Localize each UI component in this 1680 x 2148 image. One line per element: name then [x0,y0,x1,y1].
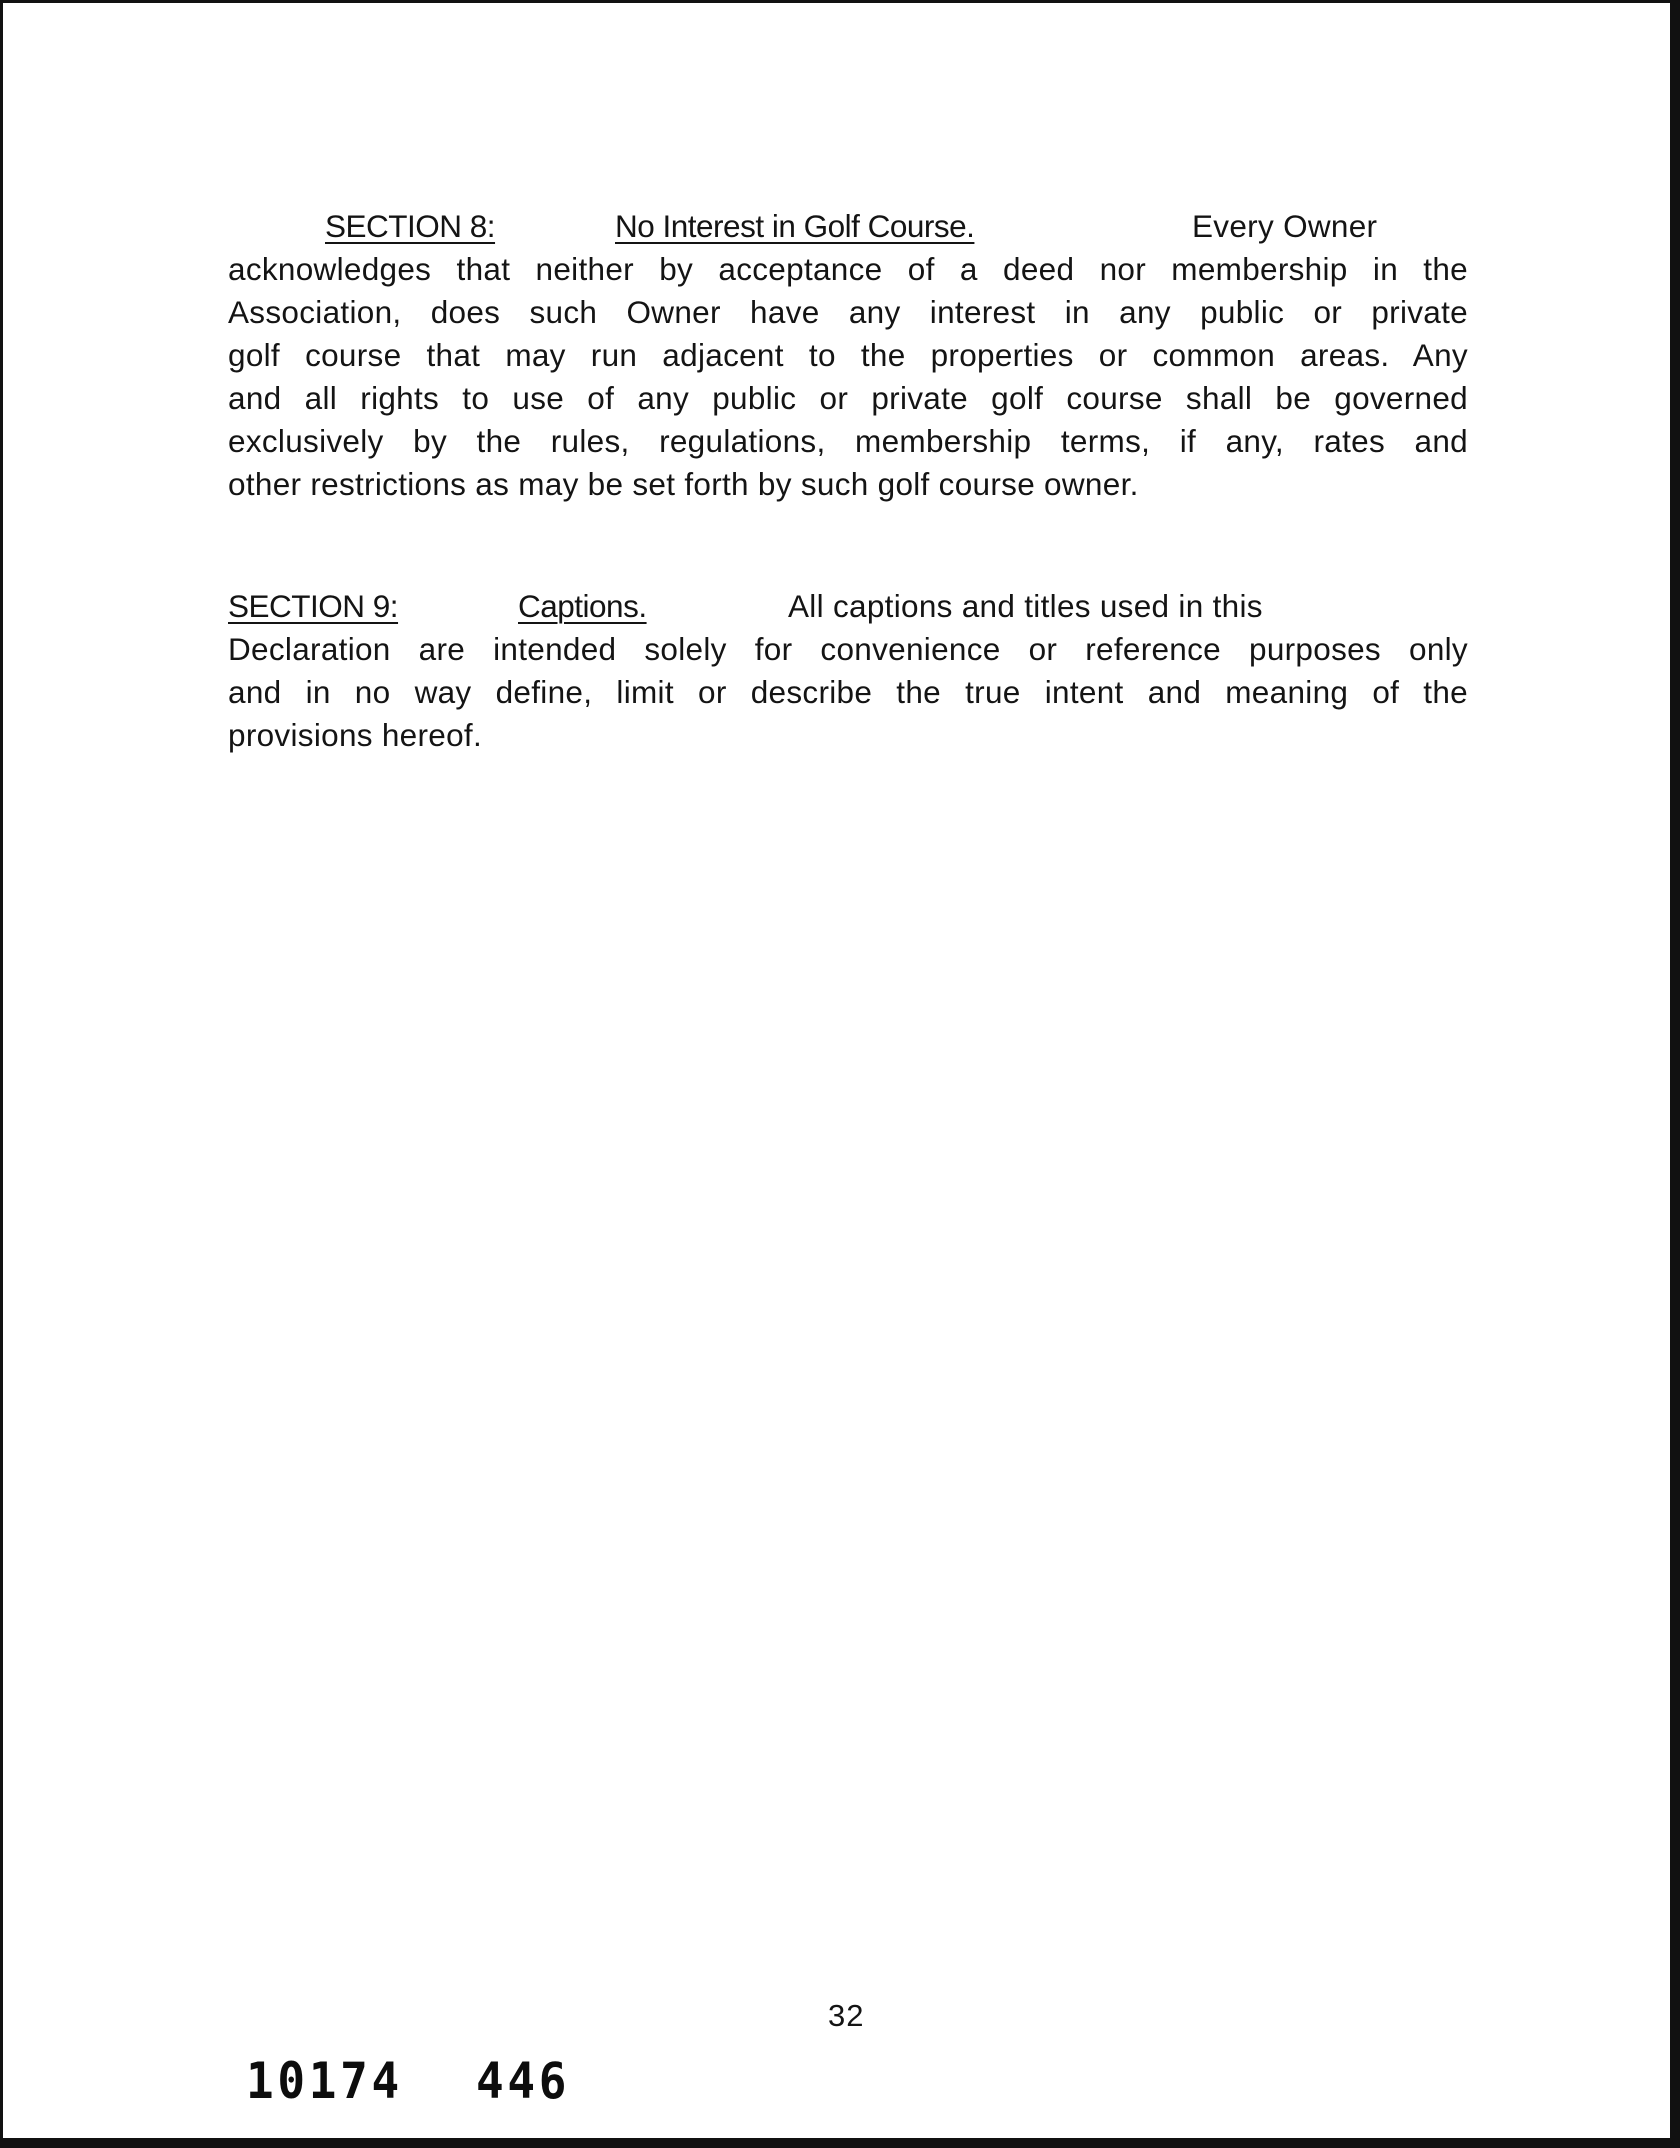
section-9-line: Declaration are intended solely for convenience or reference purposes only [228,631,1468,667]
section-8-line: Association, does such Owner have any interest in any public or private [228,294,1468,330]
section-8-heading [228,205,1468,248]
section-8-line: exclusively by the rules, regulations, membership terms, if any, rates and [228,423,1468,459]
section-9-first-line: All captions and titles used in this [788,588,1263,624]
section-8-first-line: Every Owner [1192,208,1378,244]
section-8-line: acknowledges that neither by acceptance of a deed nor membership in the [228,251,1468,287]
document-stamp-number: 10174 [246,2052,403,2110]
section-9-line: provisions hereof. [228,717,483,753]
document-stamp-page: 446 [476,2052,571,2110]
page-number: 32 [828,1998,865,2033]
section-8-line: golf course that may run adjacent to the properties or common areas. Any [228,337,1468,373]
section-8-line: and all rights to use of any public or private golf course shall be governed [228,380,1468,416]
section-8-label: SECTION 8: [325,208,496,244]
section-8-title: No Interest in Golf Course. [615,208,975,244]
section-9-label: SECTION 9: [228,588,399,624]
section-8 [228,205,1468,506]
section-9-title: Captions. [518,588,647,624]
section-8-line: other restrictions as may be set forth by such golf course owner. [228,466,1139,502]
section-9 [228,585,1468,757]
section-9-line: and in no way define, limit or describe the true intent and meaning of the [228,674,1468,710]
section-9-heading [228,585,1468,628]
